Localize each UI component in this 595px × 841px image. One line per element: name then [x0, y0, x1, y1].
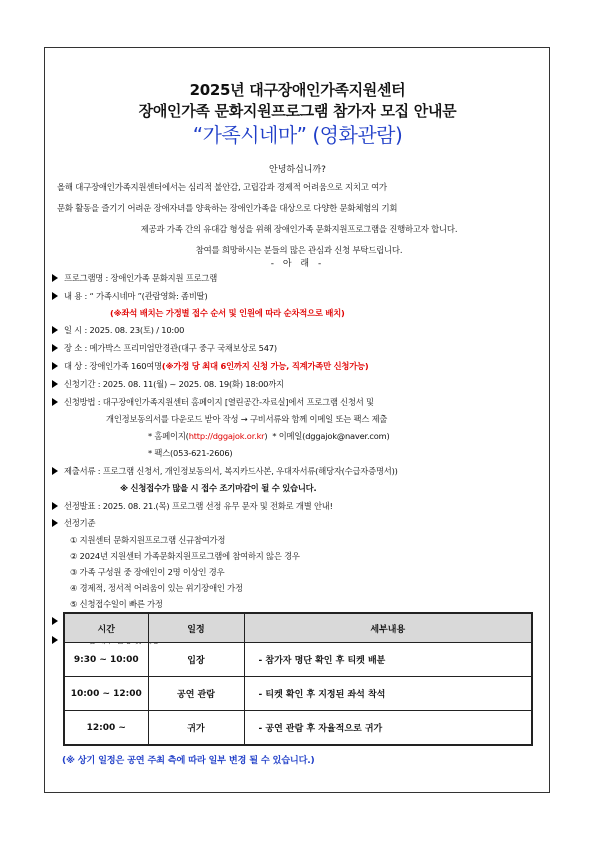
detail-target: 대 상 : 장애인가족 160여명(※가정 당 최대 6인까지 신청 가능, 직계가족만 신청가능) [52, 360, 368, 372]
title-line-2: 장애인가족 문화지원프로그램 참가자 모집 안내문 [138, 102, 457, 120]
section-mark: - 아 래 - [270, 259, 325, 269]
cell-activity: 귀가 [148, 711, 244, 746]
triangle-bullet-icon [52, 326, 58, 334]
detail-announcement: 선정발표 : 2025. 08. 21.(목) 프로그램 선정 유무 문자 및 전화로 개별 안내! [52, 500, 333, 512]
detail-program-name: 프로그램명 : 장애인가족 문화지원 프로그램 [52, 272, 217, 284]
intro-line: 제공과 가족 간의 유대감 형성을 위해 장애인가족 문화지원프로그램을 진행하고자 합니다. [140, 224, 458, 234]
triangle-bullet-icon [52, 617, 58, 625]
intro-line: 올해 대구장애인가족지원센터에서는 심리적 불안감, 고립감과 경제적 어려움으로 지치고 여가 [57, 182, 387, 192]
detail-content: 내 용 : “ 가족시네마 ”(관람영화: 좀비딸) [52, 290, 208, 302]
detail-place: 장 소 : 메가박스 프리미엄만경관(대구 중구 국채보상로 547) [52, 342, 277, 354]
column-header: 세부내용 [244, 613, 532, 643]
detail-criteria-title: 선정기준 [52, 517, 95, 529]
triangle-bullet-icon [52, 636, 58, 644]
criteria-item: ③ 가족 구성원 중 장애인이 2명 이상인 경우 [70, 567, 225, 577]
title-line-1: 2025년 대구장애인가족지원센터 [189, 81, 406, 99]
detail-method-cont: 개인정보동의서를 다운로드 받아 작성 → 구비서류와 함께 이메일 또는 팩스 제출 [106, 414, 388, 424]
cell-time: 12:00 ~ [64, 711, 148, 746]
table-header-row [64, 613, 532, 643]
cell-time: 9:30 ~ 10:00 [64, 643, 148, 677]
cell-activity: 입장 [148, 643, 244, 677]
table-row [64, 677, 532, 711]
triangle-bullet-icon [52, 380, 58, 388]
homepage-link[interactable]: http://dggajok.or.kr [188, 431, 265, 441]
detail-content-note: (※좌석 배치는 가정별 접수 순서 및 인원에 따라 순차적으로 배치) [110, 308, 345, 318]
triangle-bullet-icon [52, 274, 58, 282]
cell-time: 10:00 ~ 12:00 [64, 677, 148, 711]
triangle-bullet-icon [52, 502, 58, 510]
triangle-bullet-icon [52, 362, 58, 370]
intro-line: 참여를 희망하시는 분들의 많은 관심과 신청 부탁드립니다. [195, 245, 403, 255]
triangle-bullet-icon [52, 467, 58, 475]
greeting: 안녕하십니까? [269, 165, 326, 175]
cell-detail: - 티켓 확인 후 지정된 좌석 착석 [244, 677, 532, 711]
triangle-bullet-icon [52, 344, 58, 352]
criteria-item: ④ 경제적, 정서적 어려움이 있는 위기장애인 가정 [70, 583, 243, 593]
column-header: 일정 [148, 613, 244, 643]
target-note: (※가정 당 최대 6인까지 신청 가능, 직계가족만 신청가능) [161, 361, 369, 371]
table-row [64, 643, 532, 677]
cell-detail: - 공연 관람 후 자율적으로 귀가 [244, 711, 532, 746]
detail-documents: 제출서류 : 프로그램 신청서, 개인정보동의서, 복지카드사본, 우대자서류(해당자(수급자증명서)) [52, 465, 398, 477]
triangle-bullet-icon [52, 519, 58, 527]
cell-detail: - 참가자 명단 확인 후 티켓 배분 [244, 643, 532, 677]
intro-paragraph [57, 177, 541, 261]
contact-email: * 이메일(dggajok@naver.com) [272, 431, 390, 441]
contact-fax: * 팩스(053-621-2606) [148, 448, 233, 458]
schedule-table [63, 612, 533, 746]
triangle-bullet-icon [52, 292, 58, 300]
criteria-item: ① 지원센터 문화지원프로그램 신규참여가정 [70, 535, 226, 545]
intro-line: 문화 활동을 즐기기 어려운 장애자녀를 양육하는 장애인가족을 대상으로 다양한 문화체험의 기회 [57, 203, 398, 213]
contact-homepage: * 홈페이지(http://dggajok.or.kr) * 이메일(dggajok@naver.com) [148, 431, 390, 441]
detail-date: 일 시 : 2025. 08. 23(토) / 10:00 [52, 324, 184, 336]
detail-period: 신청기간 : 2025. 08. 11(월) ~ 2025. 08. 19(화) 18:00까지 [52, 378, 284, 390]
documents-note: ※ 신청접수가 많을 시 접수 조기마감이 될 수 있습니다. [120, 483, 317, 493]
title-program-name: “가족시네마” (영화관람) [192, 123, 403, 147]
column-header: 시간 [64, 613, 148, 643]
criteria-item: ② 2024년 지원센터 가족문화지원프로그램에 참여하지 않은 경우 [70, 551, 300, 561]
criteria-item: ⑤ 신청접수일이 빠른 가정 [70, 599, 163, 609]
cell-activity: 공연 관람 [148, 677, 244, 711]
table-row [64, 711, 532, 746]
detail-method: 신청방법 : 대구장애인가족지원센터 홈페이지 [열린공간-자료실]에서 프로그램 신청서 및 [52, 396, 374, 408]
triangle-bullet-icon [52, 398, 58, 406]
footnote: (※ 상기 일정은 공연 주최 측에 따라 일부 변경 될 수 있습니다.) [62, 755, 315, 766]
